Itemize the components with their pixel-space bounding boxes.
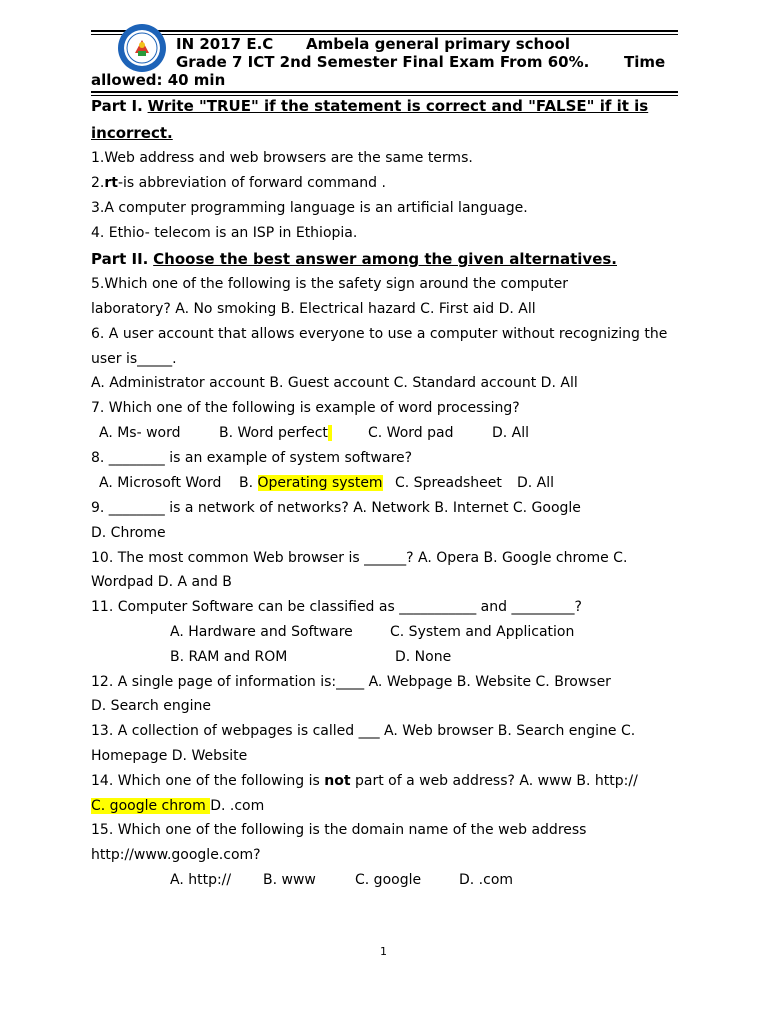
- question-14-text-pre: 14. Which one of the following is: [91, 773, 325, 789]
- question-11-option-b: B. RAM and ROM: [170, 649, 288, 665]
- question-8-option-b-highlighted: Operating system: [257, 475, 383, 491]
- header-bottom-rule-thin: [91, 95, 678, 96]
- highlight-mark: [328, 425, 332, 441]
- question-14-line1: [91, 773, 638, 789]
- header-bottom-rule: [91, 91, 678, 93]
- question-6-line1: 6. A user account that allows everyone to use a computer without recognizing the: [91, 326, 668, 342]
- part1-heading-cont: [91, 124, 173, 142]
- question-7: 7. Which one of the following is example of word processing?: [91, 400, 520, 416]
- question-6-line2: user is_____.: [91, 351, 177, 367]
- header-top-rule: [91, 30, 678, 32]
- question-8: 8. ________ is an example of system software?: [91, 450, 413, 466]
- part2-lead: Part II.: [91, 250, 149, 268]
- question-4: 4. Ethio- telecom is an ISP in Ethiopia.: [91, 225, 358, 241]
- question-5-line2: laboratory? A. No smoking B. Electrical hazard C. First aid D. All: [91, 301, 536, 317]
- question-9-line2: D. Chrome: [91, 525, 166, 541]
- header-time-label: Time: [624, 53, 666, 71]
- question-14-emphasis: not: [324, 773, 351, 789]
- question-7-option-b-label: B. Word perfect: [219, 425, 328, 441]
- page-number: 1: [380, 945, 387, 958]
- question-7-option-b: [219, 425, 332, 441]
- question-7-option-a: A. Ms- word: [99, 425, 181, 441]
- question-10-line1: 10. The most common Web browser is ______? A. Opera B. Google chrome C.: [91, 550, 628, 566]
- question-15-option-c: C. google: [355, 872, 422, 888]
- question-2-number: 2.: [91, 175, 105, 191]
- question-3: 3.A computer programming language is an artificial language.: [91, 200, 528, 216]
- question-11-option-c: C. System and Application: [390, 624, 575, 640]
- header-school-name: Ambela general primary school: [306, 35, 570, 53]
- question-14-option-c-highlighted: C. google chrom: [91, 798, 211, 814]
- question-8-option-b: [239, 475, 383, 491]
- question-10-line2: Wordpad D. A and B: [91, 574, 232, 590]
- question-12-line2: D. Search engine: [91, 698, 211, 714]
- header-year: IN 2017 E.C: [176, 35, 274, 53]
- question-2-abbr: rt: [104, 175, 118, 191]
- question-8-option-d: D. All: [517, 475, 555, 491]
- question-6-options: A. Administrator account B. Guest account C. Standard account D. All: [91, 375, 578, 391]
- question-13-line2: Homepage D. Website: [91, 748, 248, 764]
- question-15-line1: 15. Which one of the following is the domain name of the web address: [91, 822, 587, 838]
- question-15-line2: http://www.google.com?: [91, 847, 261, 863]
- part2-title: Choose the best answer among the given alternatives.: [153, 250, 617, 268]
- question-7-option-c: C. Word pad: [368, 425, 454, 441]
- question-8-option-c: C. Spreadsheet: [395, 475, 502, 491]
- part1-title-b: incorrect.: [91, 124, 173, 142]
- question-12-line1: 12. A single page of information is:____ A. Webpage B. Website C. Browser: [91, 674, 611, 690]
- question-9-line1: 9. ________ is a network of networks? A. Network B. Internet C. Google: [91, 500, 581, 516]
- question-1: 1.Web address and web browsers are the same terms.: [91, 150, 473, 166]
- header-time-allowed: allowed: 40 min: [91, 71, 226, 89]
- question-5-line1: 5.Which one of the following is the safety sign around the computer: [91, 276, 568, 292]
- part1-heading: [91, 97, 648, 115]
- question-7-option-d: D. All: [492, 425, 530, 441]
- question-11: 11. Computer Software can be classified as ___________ and _________?: [91, 599, 582, 615]
- question-14-text-post: part of a web address? A. www B. http://: [350, 773, 638, 789]
- question-14-option-d: D. .com: [210, 798, 265, 814]
- question-15-option-b: B. www: [263, 872, 316, 888]
- question-15-option-d: D. .com: [459, 872, 514, 888]
- question-2-text: -is abbreviation of forward command .: [117, 175, 386, 191]
- question-14-line2: [91, 798, 264, 814]
- question-11-option-d: D. None: [395, 649, 452, 665]
- part1-lead: Part I.: [91, 97, 143, 115]
- school-logo: [117, 23, 167, 73]
- question-11-option-a: A. Hardware and Software: [170, 624, 353, 640]
- question-13-line1: 13. A collection of webpages is called ___ A. Web browser B. Search engine C.: [91, 723, 636, 739]
- question-15-option-a: A. http://: [170, 872, 232, 888]
- header-exam-title: Grade 7 ICT 2nd Semester Final Exam From 60%.: [176, 53, 590, 71]
- part1-title-a: Write "TRUE" if the statement is correct and "FALSE" if it is: [147, 97, 649, 115]
- question-2: [91, 175, 386, 191]
- part2-heading: [91, 250, 617, 268]
- question-8-option-a: A. Microsoft Word: [99, 475, 222, 491]
- question-8-option-b-label: B.: [239, 475, 254, 491]
